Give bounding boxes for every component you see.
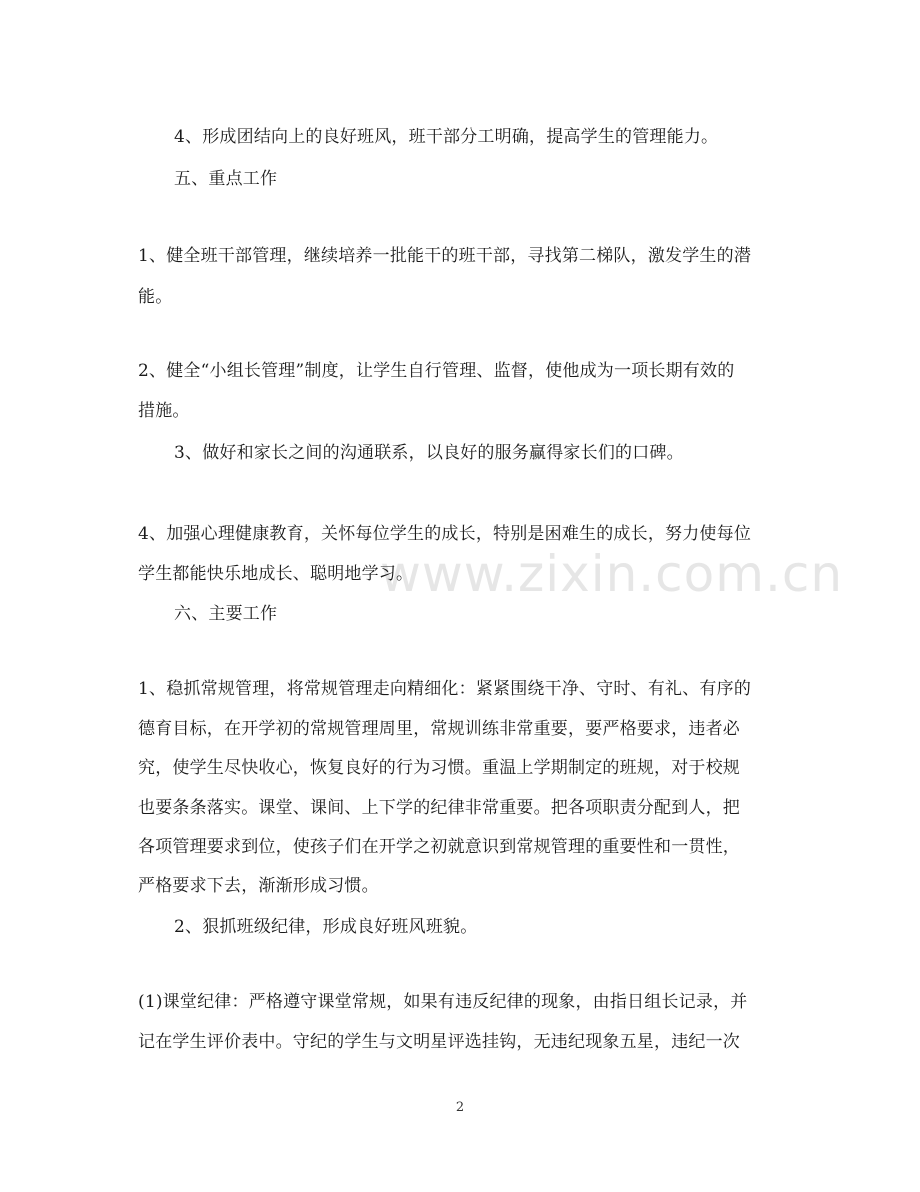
text-line: 2、健全“小组长管理”制度，让学生自行管理、监督，使他成为一项长期有效的 — [138, 361, 735, 381]
text-line: 究，使学生尽快收心，恢复良好的行为习惯。重温上学期制定的班规，对于校规 — [138, 758, 740, 778]
text-line: 能。 — [138, 287, 173, 307]
page-number: 2 — [455, 1100, 465, 1115]
text-line: 严格要求下去，渐渐形成习惯。 — [138, 876, 379, 896]
text-line: 记在学生评价表中。守纪的学生与文明星评选挂钩，无违纪现象五星，违纪一次 — [138, 1032, 740, 1052]
watermark: www.zixin.com.cn — [380, 545, 844, 603]
text-line: 学生都能快乐地成长、聪明地学习。 — [138, 564, 414, 584]
text-line: 1、健全班干部管理，继续培养一批能干的班干部，寻找第二梯队，激发学生的潜 — [138, 246, 752, 266]
text-line: (1)课堂纪律：严格遵守课堂常规，如果有违反纪律的现象，由指日组长记录，并 — [138, 992, 748, 1012]
text-line: 也要条条落实。课堂、课间、上下学的纪律非常重要。把各项职责分配到人，把 — [138, 798, 740, 818]
text-line: 德育目标，在开学初的常规管理周里，常规训练非常重要，要严格要求，违者必 — [138, 719, 740, 739]
text-line: 4、形成团结向上的良好班风，班干部分工明确，提高学生的管理能力。 — [174, 127, 719, 147]
text-line: 措施。 — [138, 401, 190, 421]
section-heading: 六、主要工作 — [174, 604, 278, 624]
text-line: 4、加强心理健康教育，关怀每位学生的成长，特别是困难生的成长，努力使每位 — [138, 524, 752, 544]
section-heading: 五、重点工作 — [174, 169, 278, 189]
text-line: 各项管理要求到位，使孩子们在开学之初就意识到常规管理的重要性和一贯性， — [138, 837, 740, 857]
text-line: 1、稳抓常规管理，将常规管理走向精细化：紧紧围绕干净、守时、有礼、有序的 — [138, 679, 752, 699]
text-line: 2、狠抓班级纪律，形成良好班风班貌。 — [174, 917, 478, 937]
text-line: 3、做好和家长之间的沟通联系，以良好的服务赢得家长们的口碑。 — [174, 443, 684, 463]
